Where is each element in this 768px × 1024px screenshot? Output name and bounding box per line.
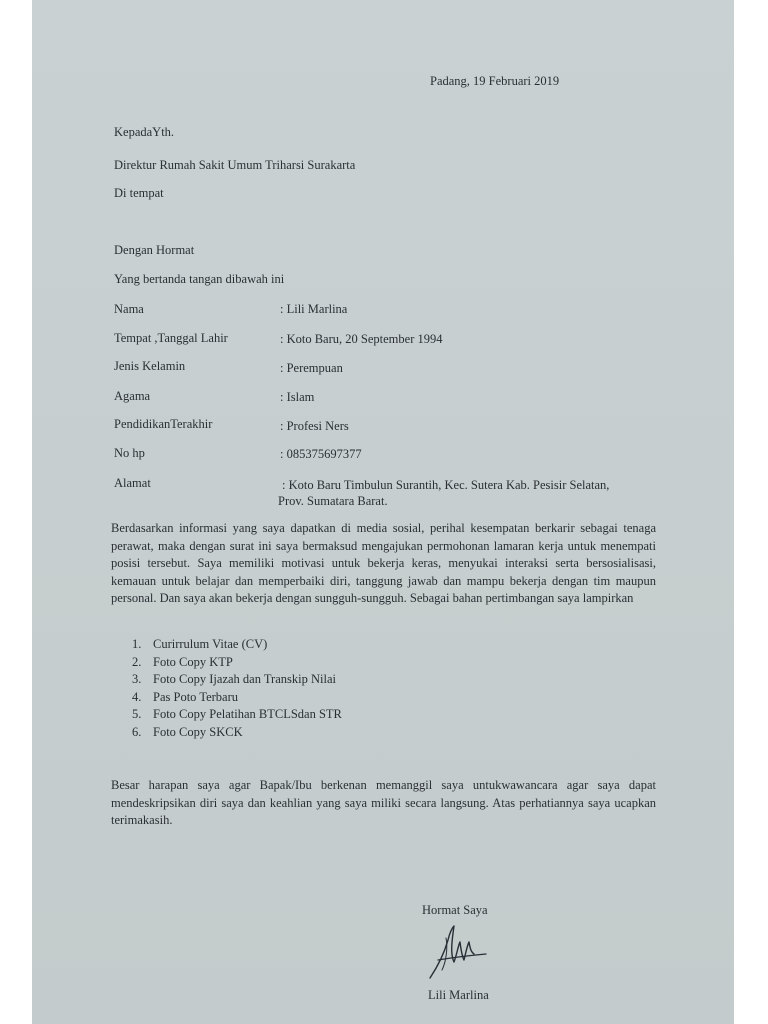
closing-paragraph: Besar harapan saya agar Bapak/Ibu berkenan memanggil saya untukwawancara agar saya dapat mendeskripsikan diri saya dan keahlian yang saya miliki secara langsung. Atas perhatiannya saya ucapkan terimakasih. [111, 778, 656, 827]
list-item [132, 724, 342, 742]
list-item-text: Foto Copy KTP [153, 654, 233, 669]
list-item [132, 706, 342, 724]
field-label-religion: Agama [114, 389, 151, 403]
list-item [132, 671, 342, 689]
recipient-salutation: KepadaYth. [114, 125, 175, 139]
list-item-number: 3. [132, 672, 142, 686]
list-item-text: Pas Poto Terbaru [153, 689, 238, 704]
signature-image [424, 918, 492, 982]
field-value-nama: : Lili Marlina [280, 302, 348, 316]
recipient-location: Di tempat [114, 186, 164, 200]
list-item [132, 689, 342, 707]
intro-line: Yang bertanda tangan dibawah ini [114, 272, 285, 286]
attachment-list [132, 636, 342, 741]
list-item-text: Foto Copy SKCK [153, 724, 243, 739]
field-value-address-line2: Prov. Sumatara Barat. [278, 494, 388, 508]
field-label-ttl: Tempat ,Tanggal Lahir [114, 331, 228, 345]
field-value-ttl: : Koto Baru, 20 September 1994 [280, 332, 443, 346]
list-item-number: 6. [132, 724, 142, 739]
field-label-phone: No hp [114, 446, 145, 460]
field-value-address: : Koto Baru Timbulun Surantih, Kec. Sutera Kab. Pesisir Selatan, [282, 478, 610, 492]
field-value-gender: : Perempuan [280, 361, 343, 375]
field-label-education: PendidikanTerakhir [114, 417, 213, 431]
list-item-text: Foto Copy Pelatihan BTCLSdan STR [153, 707, 342, 721]
body-paragraph: Berdasarkan informasi yang saya dapatkan di media sosial, perihal kesempatan berkarir sebagai tenaga perawat, maka dengan surat ini saya bermaksud mengajukan permohonan lamaran kerja untuk menempati posisi tersebut. Saya memiliki motivasi untuk bekerja keras, menyukai interaksi serta bersosialisasi, kemauan untuk belajar dan memperbaiki diri, tanggung jawab dan mampu bekerja dengan tim maupun personal. Dan saya akan bekerja dengan sungguh-sungguh. Sebagai bahan pertimbangan saya lampirkan [111, 521, 656, 605]
list-item-number: 4. [132, 689, 142, 704]
recipient-name: Direktur Rumah Sakit Umum Triharsi Surakarta [114, 158, 356, 172]
list-item-text: Curirrulum Vitae (CV) [153, 637, 268, 651]
place-date: Padang, 19 Februari 2019 [430, 74, 560, 88]
field-value-religion: : Islam [280, 390, 315, 404]
list-item [132, 654, 342, 672]
field-value-phone: : 085375697377 [280, 447, 362, 461]
field-label-gender: Jenis Kelamin [114, 359, 186, 373]
signatory-name: Lili Marlina [428, 988, 489, 1002]
list-item-number: 1. [132, 637, 142, 651]
field-value-education: : Profesi Ners [280, 419, 349, 433]
closing-phrase: Hormat Saya [422, 903, 488, 917]
list-item-number: 2. [132, 654, 142, 669]
greeting: Dengan Hormat [114, 243, 195, 257]
field-label-address: Alamat [114, 476, 151, 490]
list-item [132, 636, 342, 654]
list-item-number: 5. [132, 707, 142, 721]
field-label-nama: Nama [114, 302, 144, 316]
list-item-text: Foto Copy Ijazah dan Transkip Nilai [153, 672, 336, 686]
letter-page [32, 0, 734, 1024]
